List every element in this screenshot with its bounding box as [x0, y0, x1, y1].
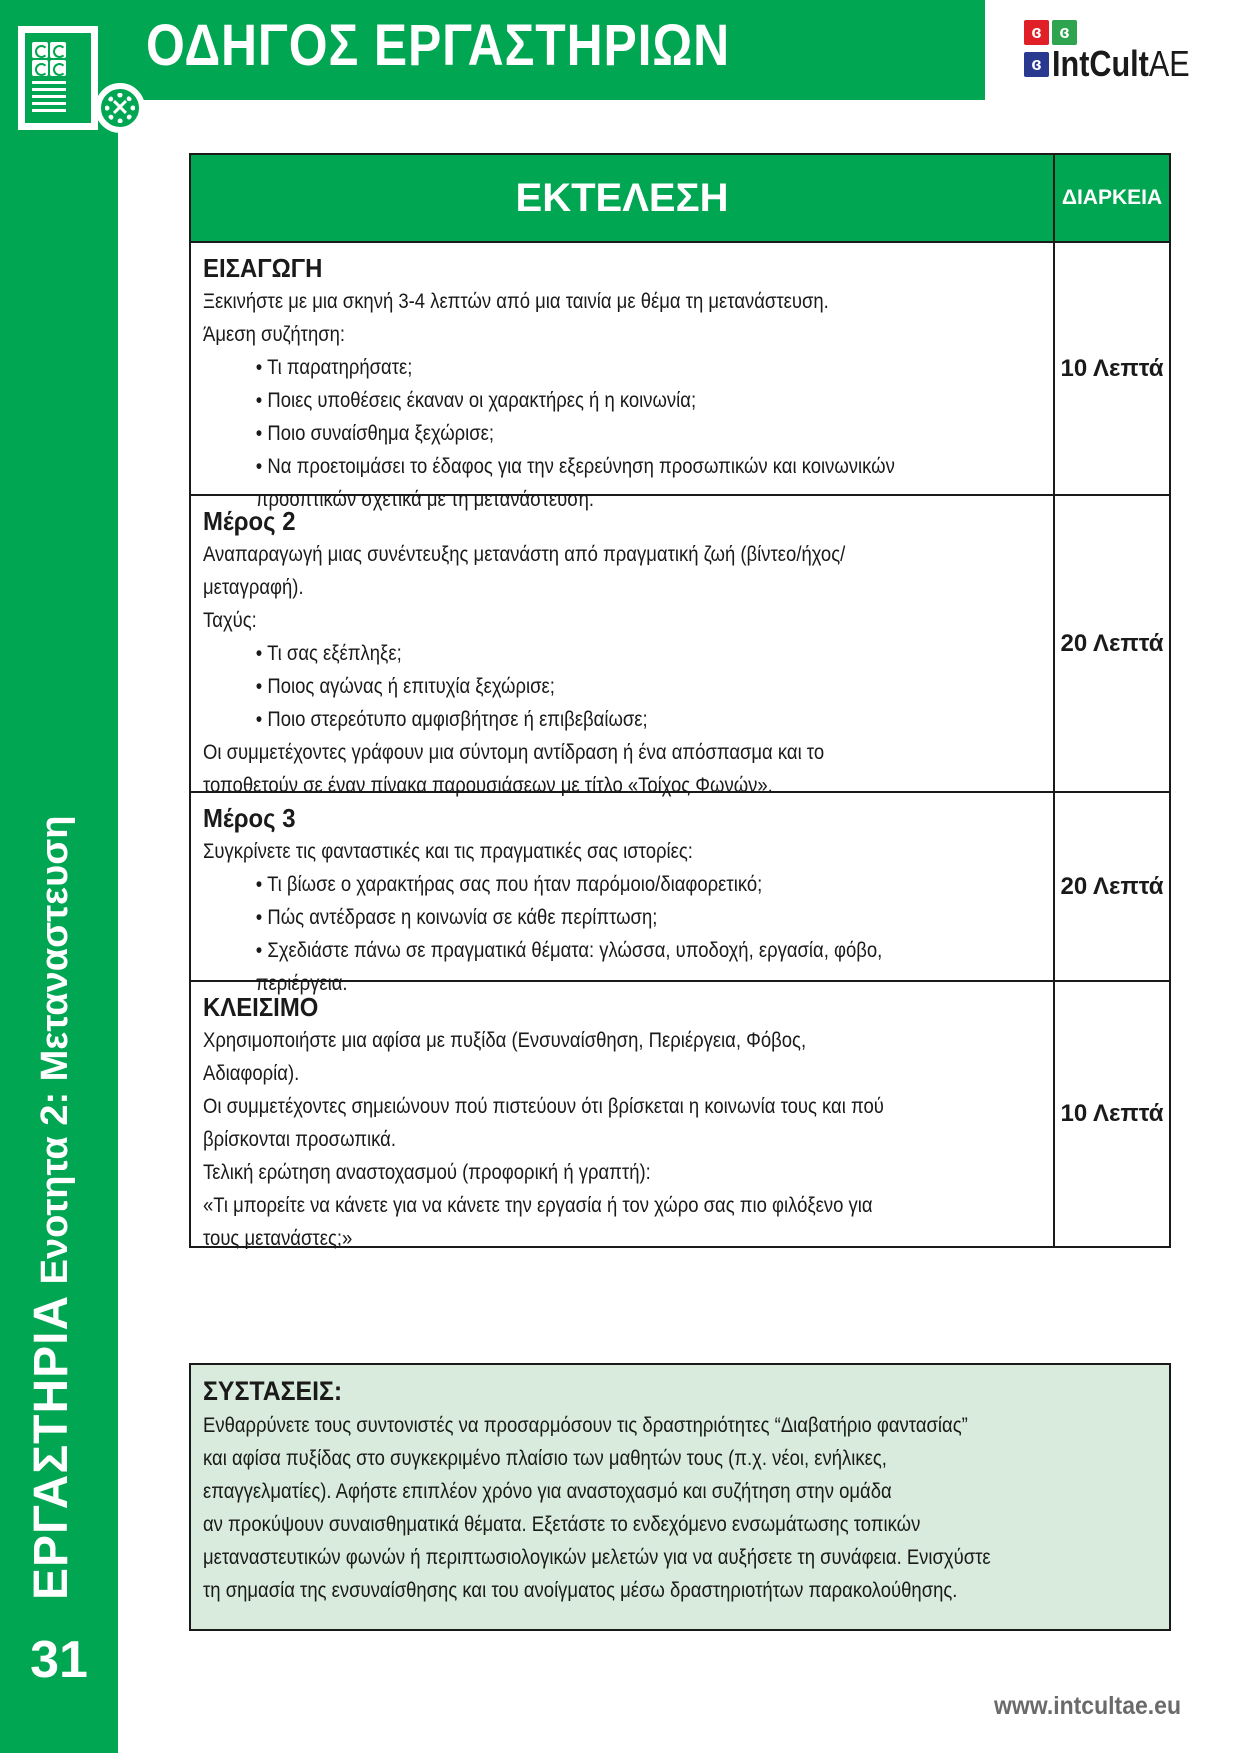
section-title: Μέρος 3 [203, 803, 296, 833]
section-title: ΚΛΕΙΣΙΜΟ [203, 992, 319, 1022]
section-title: ΕΙΣΑΓΩΓΗ [203, 253, 323, 283]
table-header [191, 155, 1169, 243]
table-row: Μέρος 3 Συγκρίνετε τις φανταστικές και τις πραγματικές σας ιστορίες: • Τι βίωσε ο χαρακτήρας σας που ήταν παρόμοιο/διαφορετικό; • Πώς αντέδρασε η κοινωνία σε κάθε περίπτωση; • Σχεδιάστε πάνω σε πραγματικά θέματα: γλώσσα, υποδοχή, εργασία, φόβο, περιέργεια. 20 Λεπτά [191, 793, 1169, 982]
header-duration: ΔΙΑΡΚΕΙΑ [1061, 186, 1163, 209]
header-execution: ΕΚΤΕΛΕΣΗ [191, 155, 1055, 241]
workshop-guide-icon [18, 26, 130, 130]
face-icon: ɞ [1024, 52, 1049, 77]
recommendations-title: ΣΥΣΤΑΣΕΙΣ: [203, 1376, 343, 1406]
gear-wrench-icon: ✕ [95, 83, 145, 133]
section-label: ΕΡΓΑΣΤΗΡΙΑ Ενοτητα 2: Μεταναστευση [25, 815, 78, 1600]
page-number: 31 [30, 1631, 88, 1689]
duration: 20 Λεπτά [1060, 872, 1164, 900]
duration: 20 Λεπτά [1060, 629, 1164, 657]
face-icon: ɞ [1052, 20, 1077, 45]
execution-table [189, 153, 1171, 1248]
duration: 10 Λεπτά [1060, 354, 1164, 382]
recommendations-box: ΣΥΣΤΑΣΕΙΣ: Ενθαρρύνετε τους συντονιστές να προσαρμόσουν τις δραστηριότητες “Διαβατήριο φαντασίας” και αφίσα πυξίδας στο συγκεκριμένο πλαίσιο των μαθητών τους (π.χ. νέοι, ενήλικες, επαγγελματίες). Αφήστε επιπλέον χρόνο για αναστοχασμό και συζήτηση στην ομάδα αν προκύψουν συναισθηματικά θέματα. Εξετάστε το ενδεχόμενο ενσωμάτωσης τοπικών μεταναστευτικών φωνών ή περιπτωσιολογικών μελετών για να αυξήσετε τη συνάφεια. Ενισχύστε τη σημασία της ενσυναίσθησης και του ανοίγματος μέσω δραστηριοτήτων παρακολούθησης. [189, 1363, 1171, 1631]
table-row: Μέρος 2 Αναπαραγωγή μιας συνέντευξης μετανάστη από πραγματική ζωή (βίντεο/ήχος/ μεταγραφή). Ταχύς: • Τι σας εξέπληξε; • Ποιος αγώνας ή επιτυχία ξεχώρισε; • Ποιο στερεότυπο αμφισβήτησε ή επιβεβαίωσε; Οι συμμετέχοντες γράφουν μια σύντομη αντίδραση ή ένα απόσπασμα και το τοποθετούν σε έναν πίνακα παρουσιάσεων με τίτλο «Τοίχος Φωνών». 20 Λεπτά [191, 496, 1169, 793]
brand-logo [1024, 20, 1224, 90]
section-title: Μέρος 2 [203, 506, 296, 536]
brand-wordmark: IntCultAE [1052, 43, 1190, 84]
table-row: ΕΙΣΑΓΩΓΗ Ξεκινήστε με μια σκηνή 3-4 λεπτών από μια ταινία με θέμα τη μετανάστευση. Άμεση συζήτηση: • Τι παρατηρήσατε; • Ποιες υποθέσεις έκαναν οι χαρακτήρες ή η κοινωνία; • Ποιο συναίσθημα ξεχώρισε; • Να προετοιμάσει το έδαφος για την εξερεύνηση προσωπικών και κοινωνικών προοπτικών σχετικά με τη μετανάστευση. 10 Λεπτά [191, 243, 1169, 496]
face-icon: ɞ [1024, 20, 1049, 45]
page-title: ΟΔΗΓΟΣ ΕΡΓΑΣΤΗΡΙΩΝ [146, 13, 731, 78]
table-row: ΚΛΕΙΣΙΜΟ Χρησιμοποιήστε μια αφίσα με πυξίδα (Ενσυναίσθηση, Περιέργεια, Φόβος, Αδιαφορία). Οι συμμετέχοντες σημειώνουν πού πιστεύουν ότι βρίσκεται η κοινωνία τους και πού βρίσκονται προσωπικά. Τελική ερώτηση αναστοχασμού (προφορική ή γραπτή): «Τι μπορείτε να κάνετε για να κάνετε την εργασία ή τον χώρο σας πιο φιλόξενο για τους μετανάστες;» 10 Λεπτά [191, 982, 1169, 1246]
website-link[interactable]: www.intcultae.eu [994, 1692, 1182, 1720]
duration: 10 Λεπτά [1060, 1100, 1164, 1127]
